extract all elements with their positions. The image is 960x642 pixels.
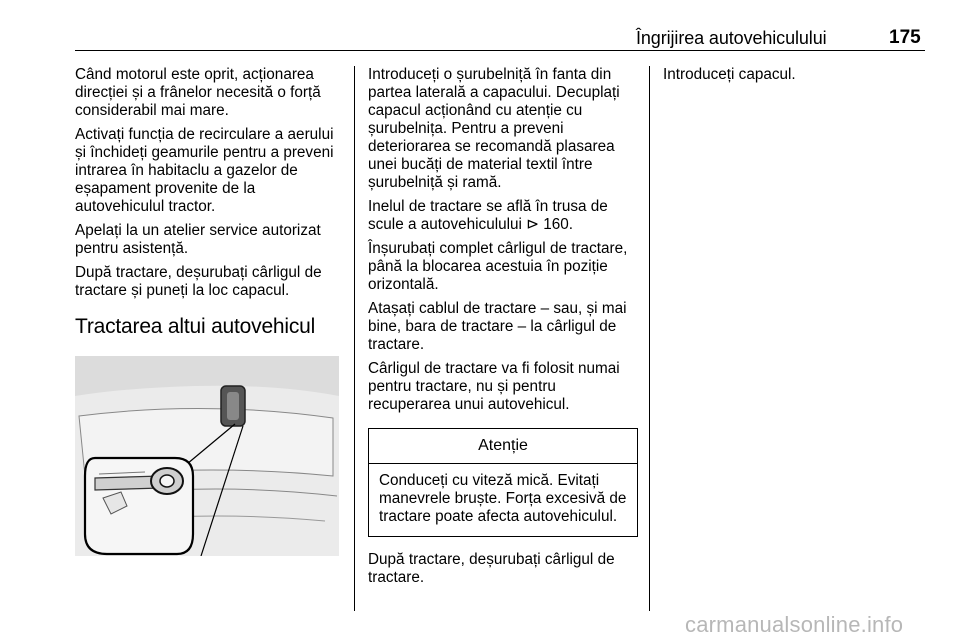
column-right (663, 66, 925, 90)
paragraph: Apelați la un atelier service autorizat pentru asistență. (75, 222, 321, 257)
tow-hook-illustration (75, 356, 339, 556)
header-rule (75, 50, 925, 51)
paragraph: După tractare, deșurubați cârligul de tractare. (368, 551, 615, 586)
paragraph: Înșurubați complet cârligul de tractare, până la blocarea acestuia în poziție orizontală. (368, 240, 628, 293)
column-left (75, 66, 347, 556)
header-title: Îngrijirea autovehiculului (636, 28, 827, 48)
notice-body: Conduceți cu viteză mică. Evitați manevrele bruște. Forța excesivă de tractare poate afecta autovehiculul. (379, 472, 627, 525)
column-divider (649, 66, 650, 611)
notice-title: Atenție (369, 429, 637, 464)
column-divider (354, 66, 355, 611)
page-number: 175 (889, 27, 921, 48)
paragraph: Activați funcția de recirculare a aerului și închideți geamurile pentru a preveni intrarea în habitaclu a gazelor de eșapament provenite de la autovehiculul tractor. (75, 126, 334, 215)
paragraph: Atașați cablul de tractare – sau, și mai bine, bara de tractare – la cârligul de tractare. (368, 300, 627, 353)
column-middle (368, 66, 638, 593)
paragraph: Inelul de tractare se află în trusa de scule a autovehiculului ⊳ 160. (368, 198, 608, 233)
paragraph: Când motorul este oprit, acționarea direcției și a frânelor necesită o forță considerabil mai mare. (75, 66, 321, 119)
section-heading: Tractarea altui autovehicul (75, 315, 316, 338)
watermark: carmanualsonline.info (685, 612, 904, 637)
paragraph: După tractare, deșurubați cârligul de tractare și puneți la loc capacul. (75, 264, 322, 299)
paragraph: Introduceți capacul. (663, 66, 796, 83)
paragraph: Introduceți o șurubelniță în fanta din partea laterală a capacului. Decuplați capacul acționând cu atenție cu șurubelnița. Pentru a preveni deteriorarea se recomandă plasarea unei bucăți de material textil între șurubelniță și ramă. (368, 66, 620, 191)
warning-notice-box (368, 428, 638, 537)
paragraph: Cârligul de tractare va fi folosit numai pentru tractare, nu și pentru recuperarea unui autovehicul. (368, 360, 620, 413)
